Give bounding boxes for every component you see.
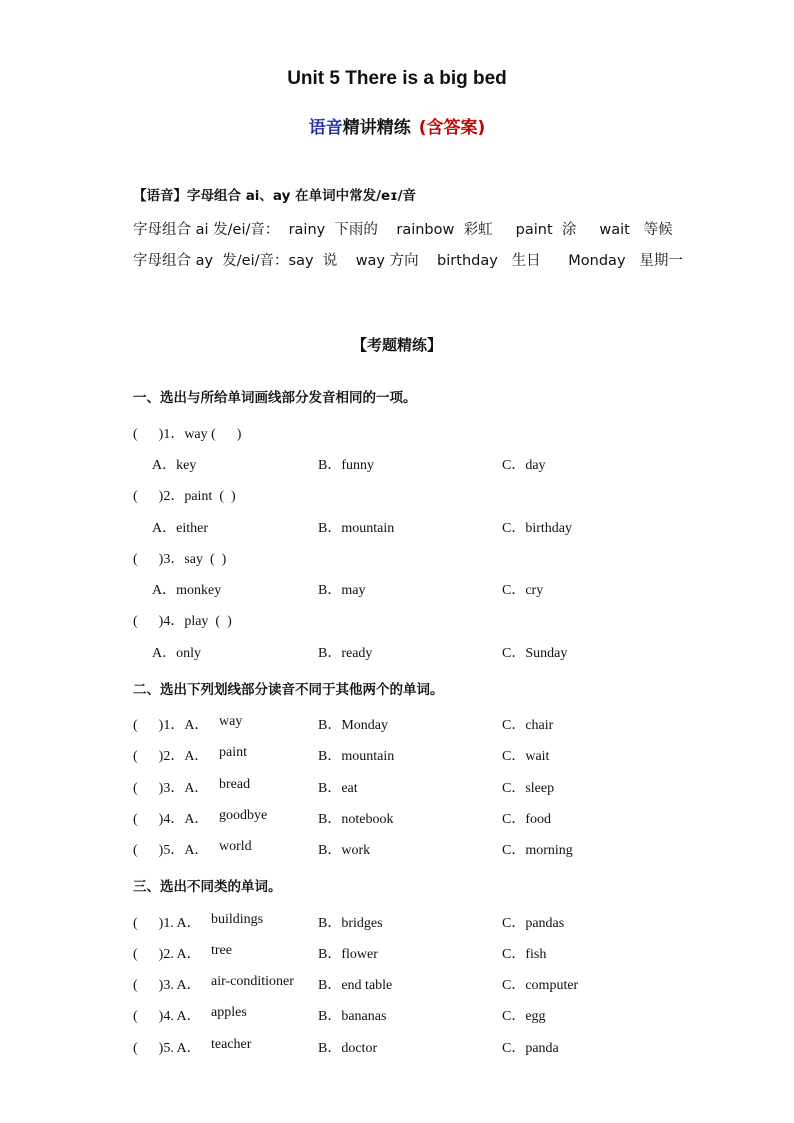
option-b: B．may [318, 583, 366, 598]
page-subtitle [0, 113, 794, 138]
option-c: C．day [502, 458, 546, 473]
option-c: C．egg [502, 1009, 546, 1024]
question-number: ( )5．A． [133, 843, 209, 858]
option-c: C．computer [502, 978, 579, 993]
option-c: C．fish [502, 947, 547, 962]
part1-q1-options-row [0, 454, 794, 474]
option-a: air-conditioner [211, 974, 294, 989]
question-number: ( )4．A． [133, 812, 209, 827]
part1-q2-options-row [0, 517, 794, 537]
question-number: ( )2．A． [133, 749, 209, 764]
part1-q3-stem-row [0, 548, 794, 568]
part3-row [0, 974, 794, 994]
question-stem: ( )3．say ( ) [133, 552, 227, 567]
question-number: ( )1. A． [133, 916, 201, 931]
subtitle-practice: 精讲精练 [342, 118, 411, 138]
part3-row [0, 1037, 794, 1057]
option-b: B．ready [318, 646, 373, 661]
part2-row [0, 777, 794, 797]
phonics-heading: 【语音】字母组合 ai、ay 在单词中常发/eɪ/音 [133, 188, 417, 204]
question-number: ( )1．A． [133, 718, 209, 733]
part3-row [0, 943, 794, 963]
option-a: buildings [211, 912, 264, 927]
part2-row [0, 808, 794, 828]
part1-q3-options-row [0, 579, 794, 599]
option-b: B．end table [318, 978, 393, 993]
option-b: B．bananas [318, 1009, 387, 1024]
question-number: ( )3．A． [133, 781, 209, 796]
option-a: A．monkey [152, 583, 222, 598]
page-title: Unit 5 There is a big bed [287, 68, 507, 89]
part3-row [0, 912, 794, 932]
option-a: apples [211, 1005, 247, 1020]
option-a: teacher [211, 1037, 252, 1052]
option-b: B．Monday [318, 718, 388, 733]
option-c: C．chair [502, 718, 554, 733]
option-b: B．work [318, 843, 371, 858]
option-c: C．morning [502, 843, 573, 858]
option-a: A．only [152, 646, 201, 661]
practice-heading: 【考题精练】 [351, 336, 442, 354]
option-b: B．mountain [318, 749, 395, 764]
subtitle-answers: (含答案) [418, 118, 486, 138]
part1-q4-options-row [0, 642, 794, 662]
question-number: ( )2. A． [133, 947, 201, 962]
option-a: A．key [152, 458, 197, 473]
option-b: B．mountain [318, 521, 395, 536]
option-a: world [219, 839, 252, 854]
option-a: A．either [152, 521, 208, 536]
option-c: C．wait [502, 749, 550, 764]
question-stem: ( )4．play ( ) [133, 614, 232, 629]
part1-q2-stem-row [0, 485, 794, 505]
option-c: C．Sunday [502, 646, 568, 661]
phonics-line-ay: 字母组合 ay 发/ei/音：say 说 way 方向 birthday 生日 Monday 星期一 [133, 253, 683, 269]
option-c: C．cry [502, 583, 544, 598]
option-c: C．pandas [502, 916, 565, 931]
part3-row [0, 1005, 794, 1025]
part1-q1-stem-row [0, 423, 794, 443]
part1-heading: 一、选出与所给单词画线部分发音相同的一项。 [133, 390, 417, 406]
question-number: ( )4. A． [133, 1009, 201, 1024]
subtitle-phonics: 语音 [308, 118, 343, 138]
option-c: C．food [502, 812, 551, 827]
option-a: paint [219, 745, 247, 760]
option-a: tree [211, 943, 232, 958]
option-a: way [219, 714, 243, 729]
option-c: C．birthday [502, 521, 572, 536]
option-b: B．funny [318, 458, 374, 473]
part2-row [0, 839, 794, 859]
option-a: goodbye [219, 808, 268, 823]
part2-row [0, 714, 794, 734]
option-b: B．eat [318, 781, 358, 796]
option-a: bread [219, 777, 251, 792]
option-b: B．doctor [318, 1041, 378, 1056]
option-b: B．bridges [318, 916, 383, 931]
question-number: ( )5. A． [133, 1041, 201, 1056]
option-c: C．sleep [502, 781, 555, 796]
part2-row [0, 745, 794, 765]
question-number: ( )3. A． [133, 978, 201, 993]
part3-heading: 三、选出不同类的单词。 [133, 879, 282, 895]
option-b: B．notebook [318, 812, 394, 827]
part1-q4-stem-row [0, 610, 794, 630]
option-c: C．panda [502, 1041, 559, 1056]
phonics-line-ai: 字母组合 ai 发/ei/音： rainy 下雨的 rainbow 彩虹 paint 涂 wait 等候 [133, 222, 673, 238]
option-b: B．flower [318, 947, 378, 962]
question-stem: ( )1．way ( ) [133, 427, 242, 442]
question-stem: ( )2．paint ( ) [133, 489, 236, 504]
part2-heading: 二、选出下列划线部分读音不同于其他两个的单词。 [133, 682, 444, 698]
